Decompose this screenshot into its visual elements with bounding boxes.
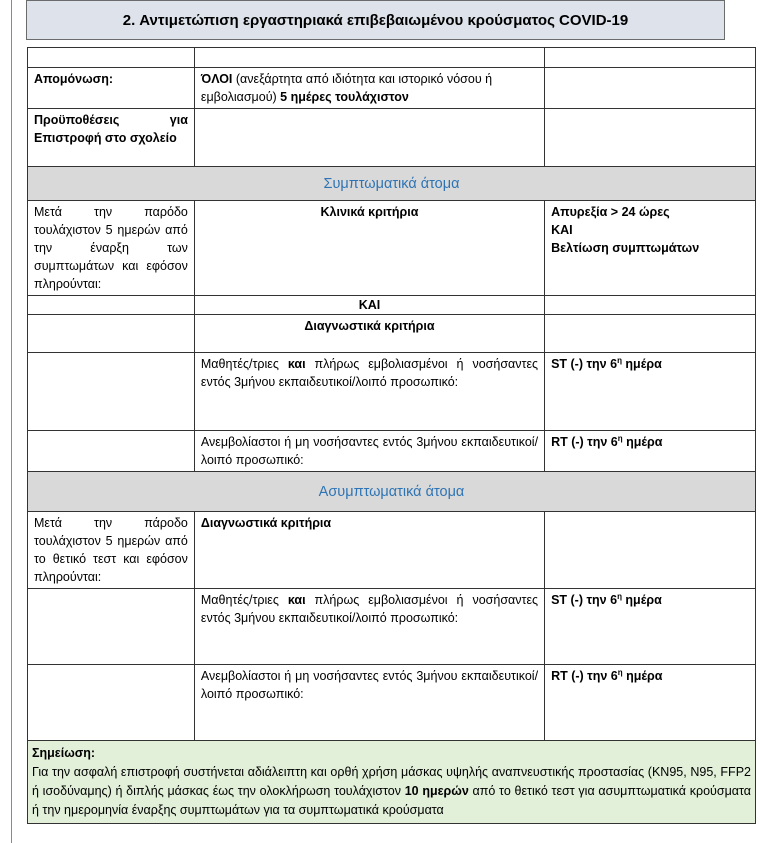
- table-row-empty: [28, 48, 756, 68]
- unvaccinated-description: Ανεμβολίαστοι ή μη νοσήσαντες εντός 3μήνου εκπαιδευτικοί/λοιπό προσωπικό:: [194, 431, 544, 472]
- prerequisites-label: Προϋποθέσεις για Επιστροφή στο σχολείο: [28, 109, 195, 167]
- isolation-label: Απομόνωση:: [28, 68, 195, 109]
- diagnostic-criteria-label: Διαγνωστικά κριτήρια: [194, 315, 544, 353]
- note-text: Για την ασφαλή επιστροφή συστήνεται αδιάλειπτη και ορθή χρήση μάσκας υψηλής αναπνευστικής προστασίας (KN95, N95, FFP2 ή ισοδύναμης) ή διπλής μάσκας έως την ολοκλήρωση τουλάχιστον 10 ημερών από το θετικό τεστ για ασυμπτωματικά κρούσματα ή την ημερομηνία έναρξης συμπτωμάτων για τα συμπτωματικά κρούσματα: [32, 765, 752, 817]
- clinical-criteria-values: Απυρεξία > 24 ώρες ΚΑΙ Βελτίωση συμπτωμάτων: [545, 201, 756, 296]
- section-row-symptomatic: [28, 167, 756, 201]
- asym-vaccinated-test: ST (-) την $6^\eta$ ημέρα: [545, 589, 756, 665]
- table-row-and: [28, 296, 756, 315]
- table-row-unvaccinated: [28, 431, 756, 472]
- section-title: Αντιμετώπιση εργαστηριακά επιβεβαιωμένου κρούσματος COVID-19: [139, 11, 629, 29]
- asym-diagnostic-criteria-label: Διαγνωστικά κριτήρια: [194, 512, 544, 589]
- unvaccinated-test: RT (-) την $6^\eta$ ημέρα: [545, 431, 756, 472]
- table-row-diagnostic: [28, 315, 756, 353]
- note-cell: [28, 741, 756, 824]
- vaccinated-description: Μαθητές/τριες και πλήρως εμβολιασμένοι ή νοσήσαντες εντός 3μήνου εκπαιδευτικοί/λοιπό προσωπικό:: [194, 353, 544, 431]
- asym-vaccinated-description: Μαθητές/τριες και πλήρως εμβολιασμένοι ή νοσήσαντες εντός 3μήνου εκπαιδευτικοί/λοιπό προσωπικό:: [194, 589, 544, 665]
- isolation-value: ΌΛΟΙ (ανεξάρτητα από ιδιότητα και ιστορικό νόσου ή εμβολιασμού) 5 ημέρες τουλάχιστον: [194, 68, 544, 109]
- clinical-criteria-label: Κλινικά κριτήρια: [194, 201, 544, 296]
- vaccinated-test: ST (-) την $6^\eta$ ημέρα: [545, 353, 756, 431]
- table-row-clinical: [28, 201, 756, 296]
- asym-unvaccinated-description: Ανεμβολίαστοι ή μη νοσήσαντες εντός 3μήνου εκπαιδευτικοί/λοιπό προσωπικό:: [194, 665, 544, 741]
- asymptomatic-heading: Ασυμπτωματικά άτομα: [28, 472, 756, 512]
- section-row-asymptomatic: [28, 472, 756, 512]
- page-edge-line: [11, 0, 12, 843]
- asymptomatic-condition: Μετά την πάροδο τουλάχιστον 5 ημερών από το θετικό τεστ και εφόσον πληρούνται:: [28, 512, 195, 589]
- table-row-asym-vaccinated: [28, 589, 756, 665]
- table-row-vaccinated: [28, 353, 756, 431]
- covid-protocol-table: [27, 47, 756, 824]
- symptomatic-heading: Συμπτωματικά άτομα: [28, 167, 756, 201]
- table-row-asym-unvaccinated: [28, 665, 756, 741]
- table-row-prerequisites: [28, 109, 756, 167]
- section-number: 2.: [122, 11, 136, 29]
- and-label: ΚΑΙ: [194, 296, 544, 315]
- asym-unvaccinated-test: RT (-) την $6^\eta$ ημέρα: [545, 665, 756, 741]
- symptomatic-condition: Μετά την παρόδο τουλάχιστον 5 ημερών από την έναρξη των συμπτωμάτων και εφόσον πληρούνται:: [28, 201, 195, 296]
- note-label: Σημείωση:: [32, 746, 96, 760]
- table-row-note: [28, 741, 756, 824]
- section-header: [26, 0, 725, 40]
- table-row-isolation: [28, 68, 756, 109]
- table-row-asym-diagnostic: [28, 512, 756, 589]
